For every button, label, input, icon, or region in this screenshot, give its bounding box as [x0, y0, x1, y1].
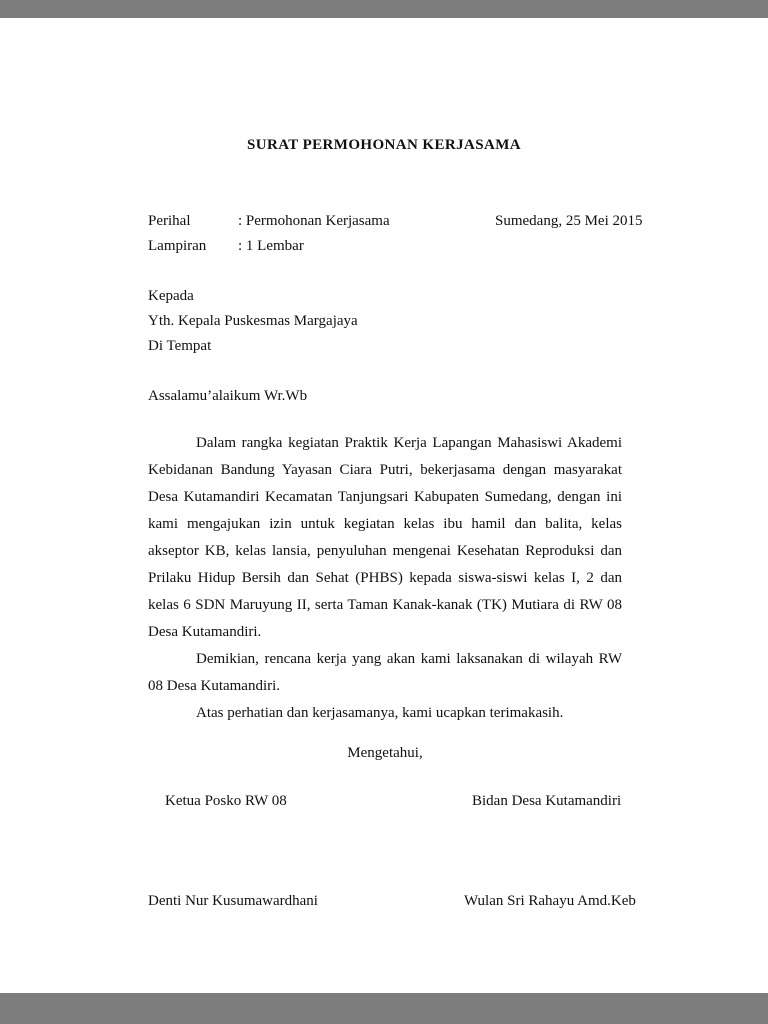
recipient-place: Di Tempat — [148, 338, 212, 354]
signatory-left-name: Denti Nur Kusumawardhani — [148, 893, 318, 909]
lampiran-label: Lampiran — [148, 238, 207, 254]
lampiran-row — [148, 238, 304, 255]
page-top-edge — [0, 0, 768, 18]
body-paragraph-1: Dalam rangka kegiatan Praktik Kerja Lapangan Mahasiswi Akademi Kebidanan Bandung Yayasan Ciara Putri, bekerjasama dengan masyarakat Desa Kutamandiri Kecamatan Tanjungsari Kabupaten Sumedang, dengan ini kami mengajukan izin untuk kegiatan kelas ibu hamil dan balita, kelas akseptor KB, kelas lansia, penyuluhan mengenai Kesehatan Reproduksi dan Prilaku Hidup Bersih dan Sehat (PHBS) kepada siswa-siswi kelas I, 2 dan kelas 6 SDN Maruyung II, serta Taman Kanak-kanak (TK) Mutiara di RW 08 Desa Kutamandiri. — [148, 435, 622, 640]
perihal-value: : Permohonan Kerjasama — [238, 213, 390, 229]
perihal-label: Perihal — [148, 213, 191, 229]
signatory-left-role: Ketua Posko RW 08 — [165, 793, 287, 809]
signatory-right-name: Wulan Sri Rahayu Amd.Keb — [464, 893, 636, 909]
signatory-right-role: Bidan Desa Kutamandiri — [472, 793, 622, 809]
body-paragraph-3: Atas perhatian dan kerjasamanya, kami ucapkan terimakasih. — [196, 705, 564, 721]
recipient-kepada: Kepada — [148, 288, 194, 304]
lampiran-value: : 1 Lembar — [238, 238, 304, 254]
page-bottom-edge — [0, 993, 768, 1024]
perihal-row — [148, 213, 390, 230]
letter-sheet — [0, 18, 768, 993]
acknowledgement: Mengetahui, — [347, 745, 423, 761]
letter-title: SURAT PERMOHONAN KERJASAMA — [246, 137, 522, 153]
salutation: Assalamu’alaikum Wr.Wb — [148, 388, 308, 404]
letter-date: Sumedang, 25 Mei 2015 — [495, 213, 643, 229]
letter-body — [148, 430, 622, 727]
recipient-name: Yth. Kepala Puskesmas Margajaya — [148, 313, 358, 329]
body-paragraph-2: Demikian, rencana kerja yang akan kami laksanakan di wilayah RW 08 Desa Kutamandiri. — [148, 651, 622, 694]
